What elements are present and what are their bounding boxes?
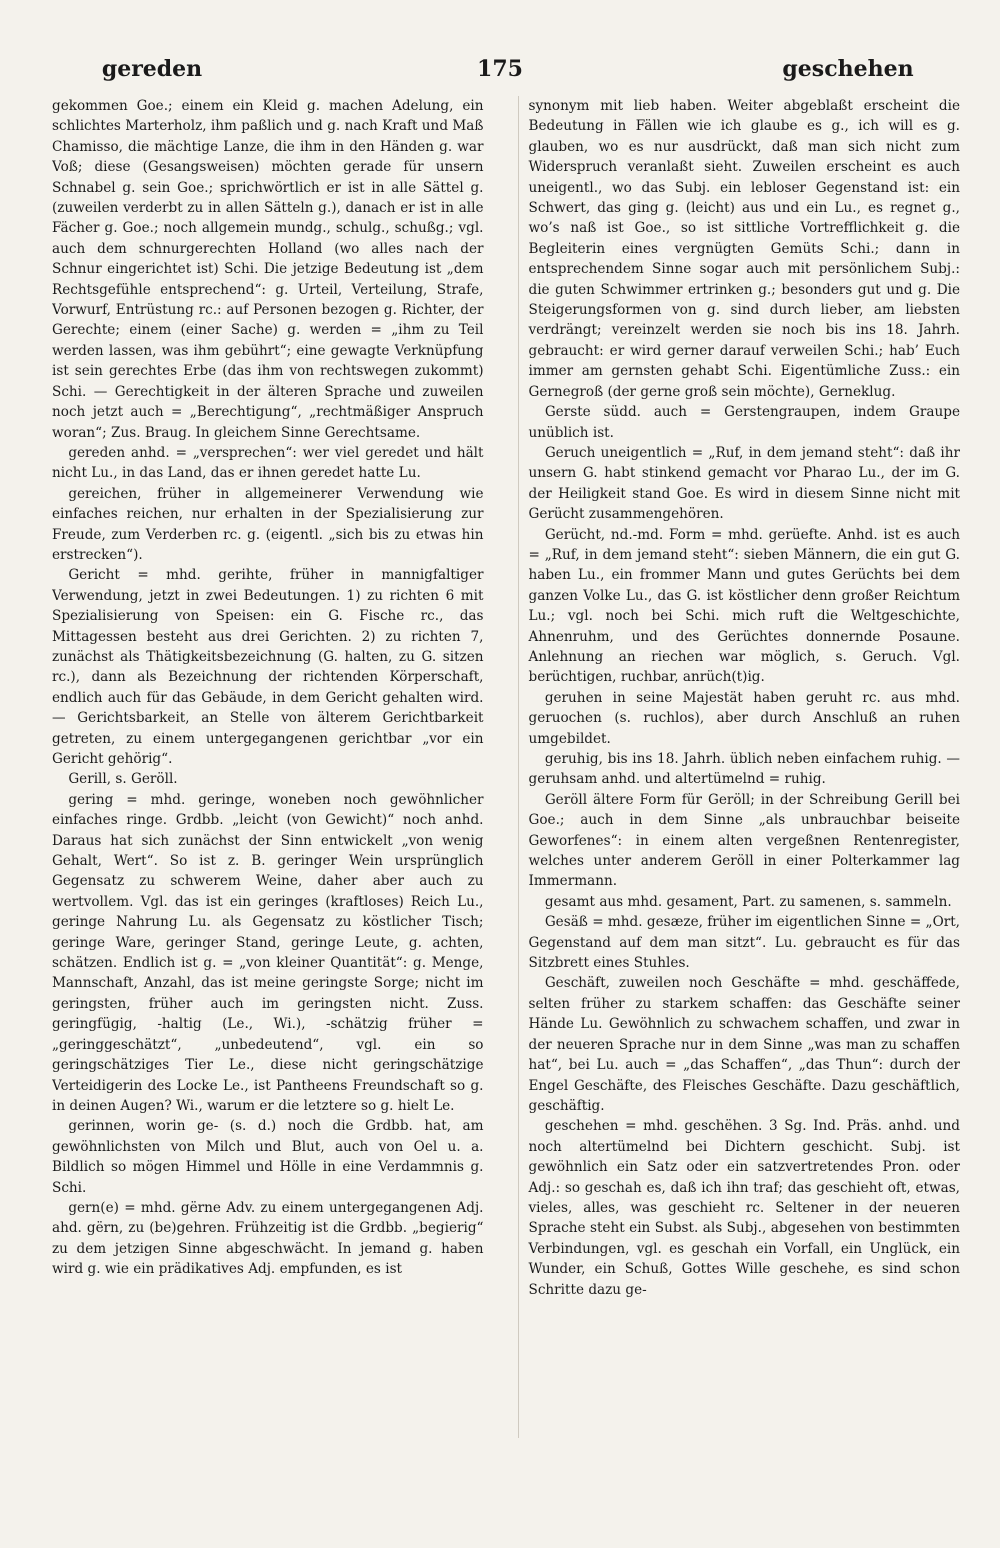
page-number: 175 (477, 56, 523, 82)
entry-paragraph: gering = mhd. geringe, woneben noch gewöhnlicher einfaches ringe. Grdbb. „leicht (von Gewicht)“ noch anhd. Daraus hat sich zunächst der Sinn entwickelt „von wenig Gehalt, Wert“. So ist z. B. geringer Wein ursprünglich Gegensatz zu schwerem Weine, daher aber auch zu wertvollem. Vgl. das ist ein geringes (kraftloses) Reich Lu., geringe Nahrung Lu. als Gegensatz zu köstlicher Tisch; geringe Ware, geringer Stand, geringe Leute, g. achten, schätzen. Endlich ist g. = „von kleiner Quantität“: g. Menge, Mannschaft, Anzahl, das ist meine geringste Sorge; nicht im geringsten, früher auch im geringsten nicht. Zuss. geringfügig, -haltig (Le., Wi.), -schätzig früher = „geringgeschätzt“, „unbedeutend“, vgl. ein so geringschätziges Tier Le., diese nicht geringschätzige Verteidigerin des Locke Le., ist Pantheens Freundschaft so g. in deinen Augen? Wi., warum er die letztere so g. hielt Le. (52, 791, 484, 1114)
header-right-catchword: geschehen (782, 56, 914, 82)
entry-paragraph: gern(e) = mhd. gërne Adv. zu einem untergegangenen Adj. ahd. gërn, zu (be)gehren. Frühzeitig ist die Grdbb. „begierig“ zu dem jetzigen Sinne abgeschwächt. In jemand g. haben wird g. wie ein prädikatives Adj. empfunden, es ist (52, 1199, 484, 1278)
entry-paragraph: Gerste südd. auch = Gerstengraupen, indem Graupe unüblich ist. (528, 404, 960, 441)
header-left-catchword: gereden (101, 56, 203, 82)
left-column (52, 96, 484, 1438)
entry-paragraph: gereden anhd. = „versprechen“: wer viel geredet und hält nicht Lu., in das Land, das er ihnen geredet hatte Lu. (52, 444, 484, 482)
entry-paragraph: geschehen = mhd. geschëhen. 3 Sg. Ind. Präs. anhd. und noch altertümelnd bei Dichtern geschicht. Subj. ist gewöhnlich ein Satz oder ein satzvertretendes Pron. oder Adj.: so geschah es, daß ich ihn traf; das geschieht oft, etwas, vieles, alles, was geschieht rc. Seltener in der neueren Sprache steht ein Subst. als Subj., abgesehen von bestimmten Verbindungen, vgl. es geschah ein Vorfall, ein Unglück, ein Wunder, ein Schuß, Gottes Wille geschehe, es sind schon Schritte dazu ge- (528, 1118, 960, 1298)
entry-paragraph: Gesäß = mhd. gesæze, früher im eigentlichen Sinne = „Ort, Gegenstand auf dem man sitzt“. Lu. gebraucht es für das Sitzbrett eines Stuhles. (528, 914, 960, 972)
entry-paragraph: gekommen Goe.; einem ein Kleid g. machen Adelung, ein schlichtes Marterholz, ihm paßlich und g. nach Kraft und Maß Chamisso, die mächtige Lanze, die ihm in den Händen g. war Voß; diese (Gesangsweisen) möchten gerade für unsern Schnabel g. sein Goe.; sprichwörtlich er ist in alle Sättel g. (zuweilen verderbt zu in allen Sätteln g.), danach er ist in alle Fächer g. Goe.; noch allgemein mundg., schulg., schußg.; vgl. auch dem schnurgerechten Holland (wo alles nach der Schnur eingerichtet ist) Schi. Die jetzige Bedeutung ist „dem Rechtsgefühle entsprechend“: g. Urteil, Verteilung, Strafe, Vorwurf, Entrüstung rc.: auf Personen bezogen g. Richter, der Gerechte; einem (einer Sache) g. werden = „ihm zu Teil werden lassen, was ihm gebührt“; eine gewagte Verknüpfung ist sein gerechtes Erbe (das ihm von rechtswegen zukommt) Schi. — Gerechtigkeit in der älteren Sprache und zuweilen noch jetzt auch = „Berechtigung“, „rechtmäßiger Anspruch woran“; Zus. Braug. In gleichem Sinne Gerechtsame. (52, 98, 484, 441)
entry-paragraph: Geröll ältere Form für Geröll; in der Schreibung Gerill bei Goe.; auch in dem Sinne „als unbrauchbar beiseite Geworfenes“: in einem alten vergeßnen Rentenregister, welches unter anderem Geröll in einer Polterkammer lag Immermann. (528, 791, 960, 890)
entry-paragraph: geruhig, bis ins 18. Jahrh. üblich neben einfachem ruhig. — geruhsam anhd. und altertümelnd = ruhig. (528, 751, 960, 788)
entry-paragraph: Geruch uneigentlich = „Ruf, in dem jemand steht“: daß ihr unsern G. habt stinkend gemacht vor Pharao Lu., der im G. der Heiligkeit stand Goe. Es wird in diesem Sinne nicht mit Gerücht zusammengehören. (528, 444, 960, 523)
entry-paragraph: Gerücht, nd.-md. Form = mhd. gerüefte. Anhd. ist es auch = „Ruf, in dem jemand steht“: sieben Männern, die ein gut G. haben Lu., ein frommer Mann und gutes Gerüchts bei dem ganzen Volke Lu., das G. ist köstlicher denn großer Reichtum Lu.; vgl. noch bei Schi. mich ruft die Weltgeschichte, Ahnenruhm, und des Gerüchtes donnernde Posaune. Anlehnung an riechen war möglich, s. Geruch. Vgl. berüchtigen, ruchbar, anrüch(t)ig. (528, 526, 960, 686)
entry-paragraph: Gerill, s. Geröll. (68, 771, 178, 788)
right-column (518, 96, 961, 1438)
text-columns (52, 96, 960, 1438)
entry-paragraph: Geschäft, zuweilen noch Geschäfte = mhd. geschäffede, selten früher zu starkem schaffen: das Geschäfte seiner Hände Lu. Gewöhnlich zu schwachem schaffen, und zwar in der neueren Sprache nur in dem Sinne „was man zu schaffen hat“, bei Lu. auch = „das Schaffen“, „das Thun“: durch der Engel Geschäfte, des Fleisches Geschäfte. Dazu geschäftlich, geschäftig. (528, 975, 960, 1114)
entry-paragraph: geruhen in seine Majestät haben geruht rc. aus mhd. geruochen (s. ruchlos), aber durch Anschluß an ruhen umgebildet. (528, 689, 960, 747)
entry-paragraph: gerinnen, worin ge- (s. d.) noch die Grdbb. hat, am gewöhnlichsten von Milch und Blut, auch von Oel u. a. Bildlich so mögen Himmel und Hölle in eine Verdammnis g. Schi. (52, 1118, 484, 1196)
entry-paragraph: gereichen, früher in allgemeinerer Verwendung wie einfaches reichen, nur erhalten in der Spezialisierung zur Freude, zum Verderben rc. g. (eigentl. „sich bis zu etwas hin erstrecken“). (52, 485, 484, 563)
running-head (52, 52, 948, 86)
entry-paragraph: gesamt aus mhd. gesament, Part. zu samenen, s. sammeln. (544, 893, 952, 910)
entry-paragraph: synonym mit lieb haben. Weiter abgeblaßt erscheint die Bedeutung in Fällen wie ich glaube es g., ich will es g. glauben, wo es nur ausdrückt, daß man sich nicht zum Widerspruch veranlaßt sieht. Zuweilen erscheint es auch uneigentl., wo das Subj. ein lebloser Gegenstand ist: ein Schwert, das ging g. (leicht) aus und ein Lu., es regnet g., wo’s naß ist Goe., so ist sittliche Vortrefflichkeit g. die Begleiterin eines vergnügten Gemüts Schi.; dann in entsprechendem Sinne sogar auch mit persönlichem Subj.: die guten Schwimmer ertrinken g.; besonders gut und g. Die Steigerungsformen von g. sind durch lieber, am liebsten verdrängt; vereinzelt werden sie noch bis ins 18. Jahrh. gebraucht: er wird gerner darauf verweilen Schi.; hab’ Euch immer am gernsten gehabt Schi. Eigentümliche Zuss.: ein Gernegroß (der gerne groß sein möchte), Gerneklug. (528, 98, 960, 400)
entry-paragraph: Gericht = mhd. gerihte, früher in mannigfaltiger Verwendung, jetzt in zwei Bedeutungen. 1) zu richten 6 mit Spezialisierung von Speisen: ein G. Fische rc., das Mittagessen besteht aus drei Gerichten. 2) zu richten 7, zunächst als Thätigkeitsbezeichnung (G. halten, zu G. sitzen rc.), dann als Bezeichnung der richtenden Körperschaft, endlich auch für das Gebäude, in dem Gericht gehalten wird. — Gerichtsbarkeit, an Stelle von älterem Gerichtbarkeit getreten, zu einem untergegangenen gerichtbar „vor ein Gericht gehörig“. (52, 567, 484, 767)
